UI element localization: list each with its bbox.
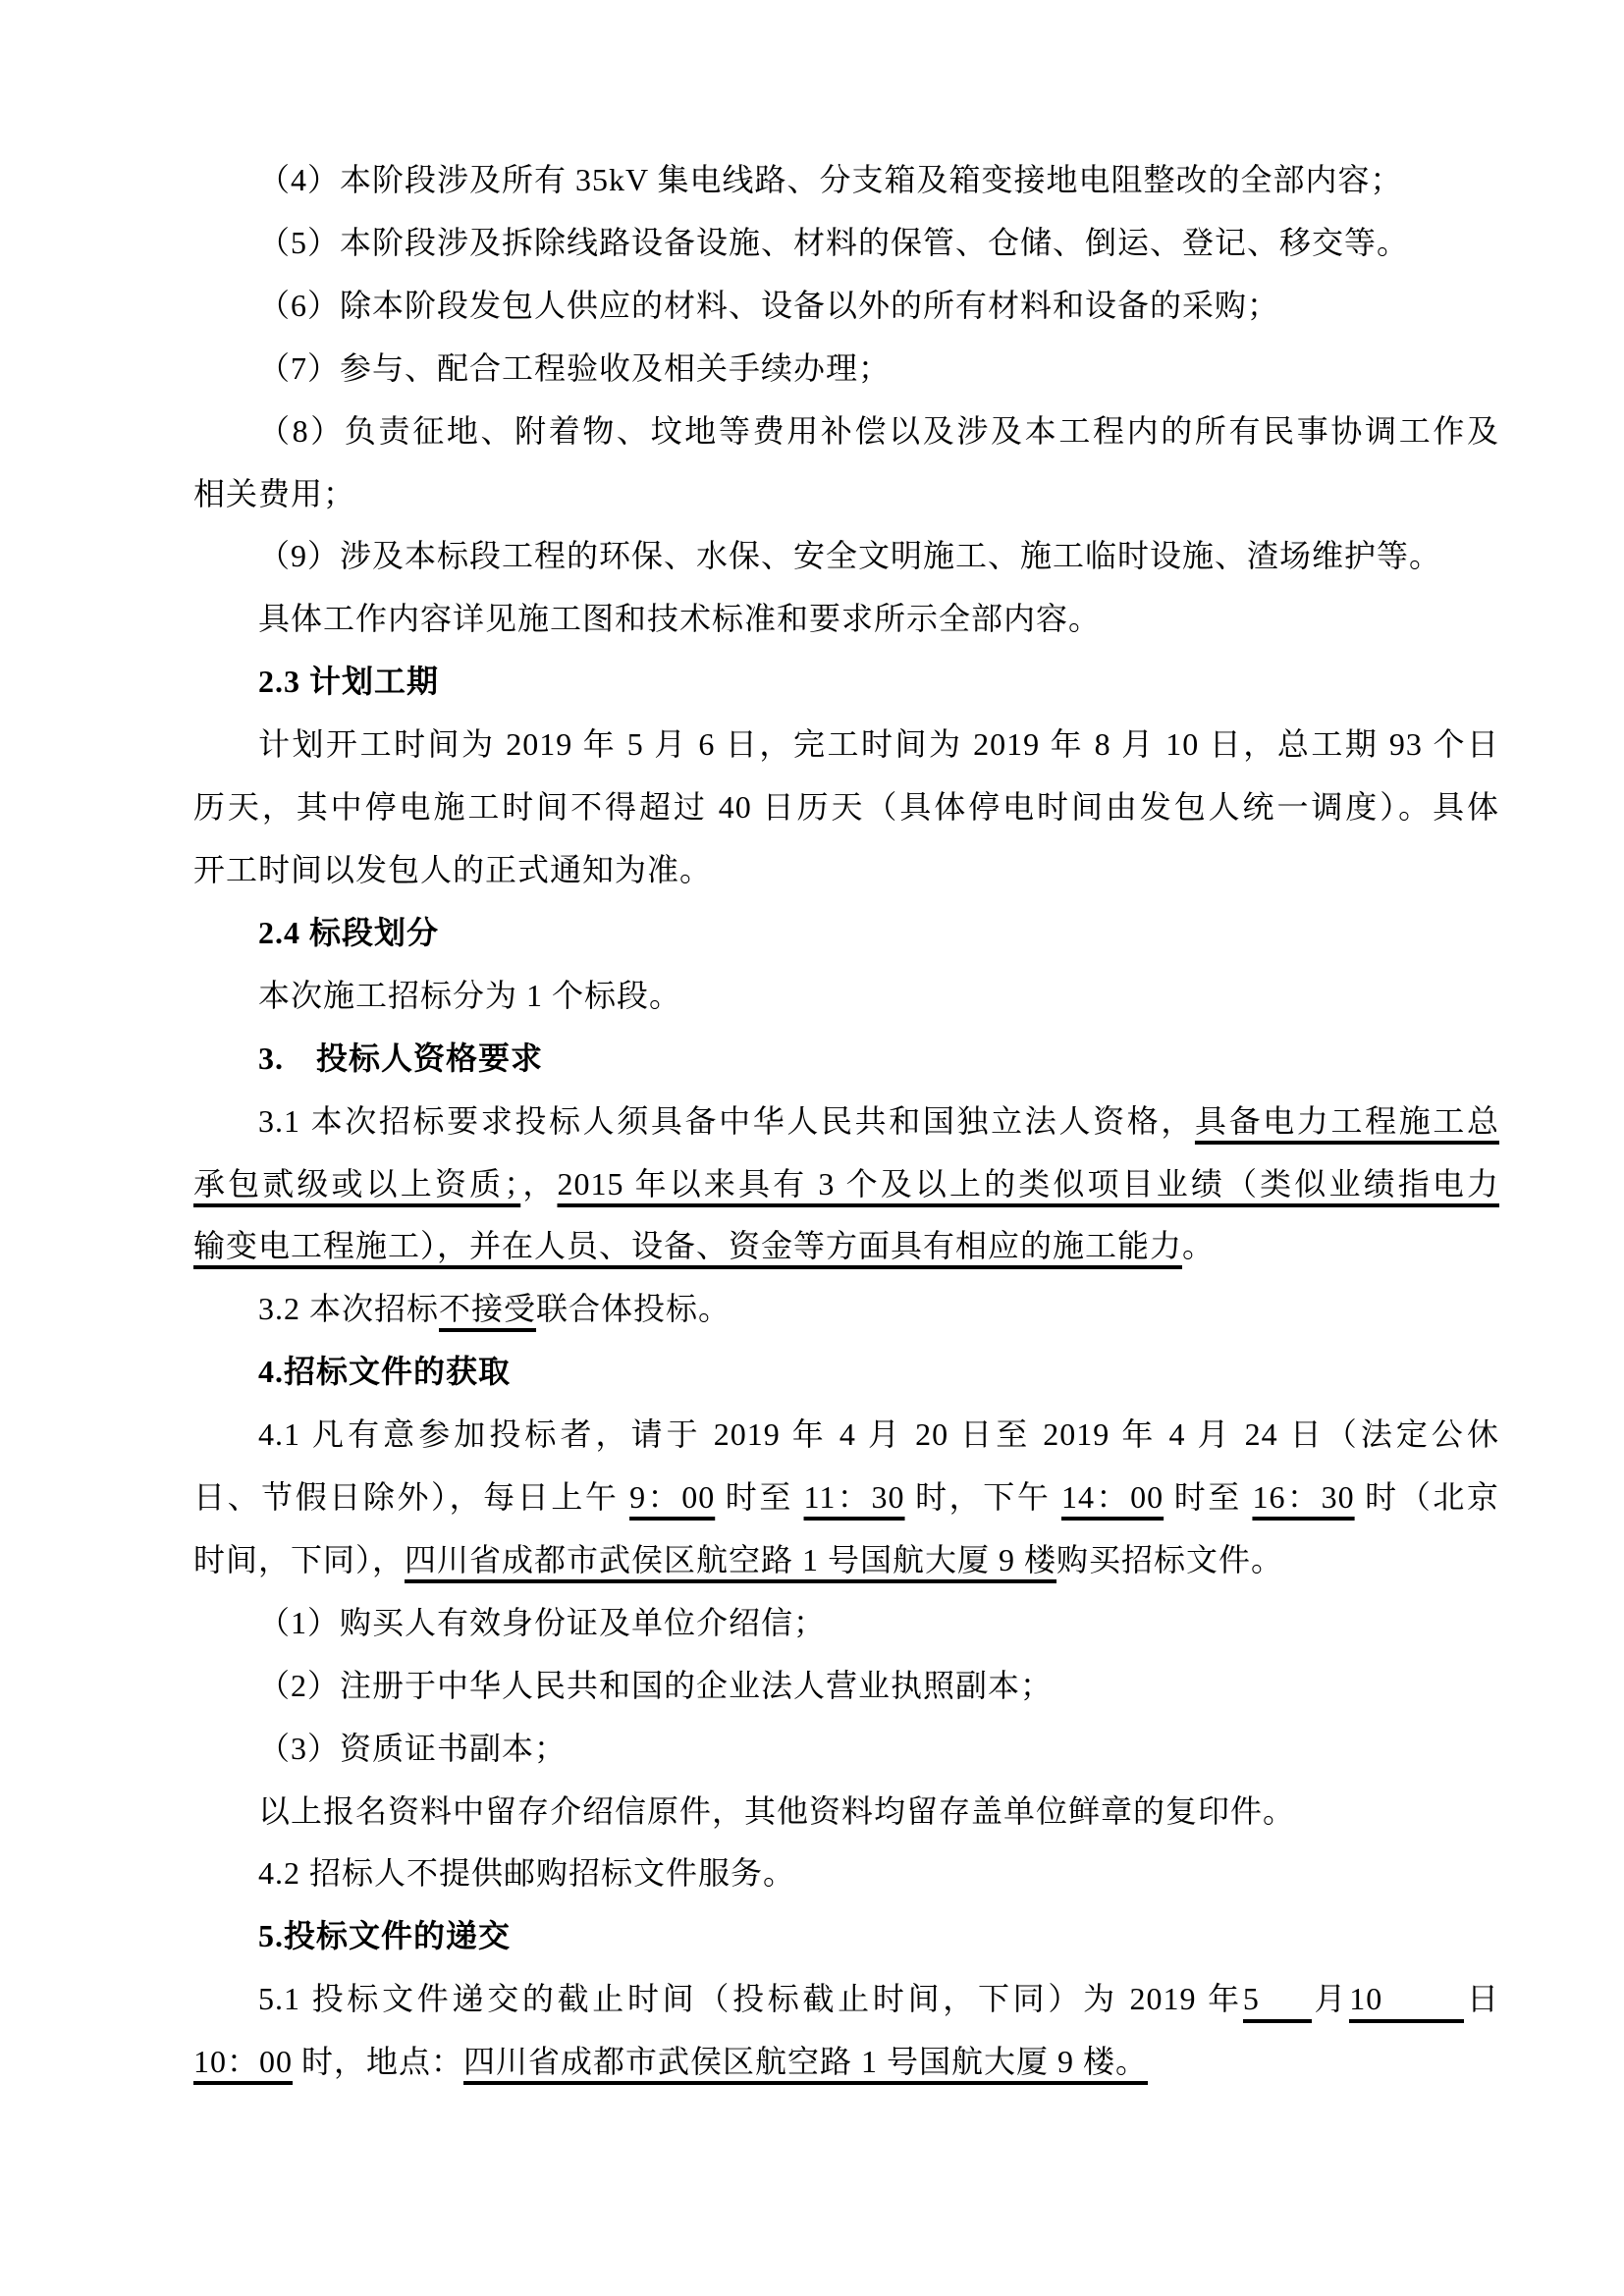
text-line [193, 1842, 1499, 1905]
text-line [193, 149, 1499, 212]
text-line [193, 1215, 1499, 1278]
text-run: （5）本阶段涉及拆除线路设备设施、材料的保管、仓储、倒运、登记、移交等。 [258, 224, 1410, 260]
heading-line [193, 1341, 1499, 1404]
underlined-text: 输变电工程施工），并在人员、设备、资金等方面具有相应的施工能力 [193, 1228, 1183, 1264]
text-run: （2）注册于中华人民共和国的企业法人营业执照副本； [258, 1667, 1054, 1703]
text-line [193, 275, 1499, 338]
text-run: 时间，下同）， [193, 1541, 406, 1577]
underlined-text: 具备电力工程施工总 [1194, 1102, 1499, 1139]
text-run: 2.3 计划工期 [258, 664, 440, 700]
text-run: 具体工作内容详见施工图和技术标准和要求所示全部内容。 [258, 601, 1102, 637]
text-line [193, 2031, 1499, 2094]
underlined-text: 11：30 [803, 1479, 905, 1516]
text-run: 5.投标文件的递交 [258, 1918, 512, 1954]
text-line [193, 1718, 1499, 1781]
text-run: （4）本阶段涉及所有 35kV 集电线路、分支箱及箱变接地电阻整改的全部内容； [258, 162, 1403, 197]
text-line [193, 1153, 1499, 1216]
text-run: 时至 [715, 1479, 804, 1516]
text-run: （6）除本阶段发包人供应的材料、设备以外的所有材料和设备的采购； [258, 287, 1280, 323]
text-run: （9）涉及本标段工程的环保、水保、安全文明施工、施工临时设施、渣场维护等。 [258, 538, 1442, 574]
text-run: 4.1 凡有意参加投标者，请于 2019 年 4 月 20 日至 2019 年 4 月 24 日（法定公休 [258, 1416, 1499, 1453]
underlined-text: 9：00 [629, 1479, 716, 1516]
text-line [193, 1404, 1499, 1467]
text-run: ， [520, 1165, 558, 1201]
text-line [193, 1655, 1499, 1718]
document-page [193, 149, 1499, 2094]
underlined-text: 16：30 [1252, 1479, 1355, 1516]
text-run: 5.1 投标文件递交的截止时间（投标截止时间，下同）为 2019 年 [258, 1981, 1243, 2017]
heading-line [193, 1905, 1499, 1968]
text-run: （3）资质证书副本； [258, 1730, 568, 1766]
text-run: （1）购买人有效身份证及单位介绍信； [258, 1604, 827, 1640]
heading-line [193, 1028, 1499, 1091]
text-run: 时，下午 [904, 1479, 1061, 1516]
underlined-text: 不接受 [439, 1291, 537, 1327]
underlined-text: 10：00 [193, 2044, 294, 2080]
text-line [193, 400, 1499, 463]
text-line [193, 1278, 1499, 1341]
text-run: 日、节假日除外），每日上午 [193, 1479, 630, 1516]
text-run: 。 [1182, 1228, 1216, 1264]
text-run: （7）参与、配合工程验收及相关手续办理； [258, 349, 892, 386]
text-line [193, 212, 1499, 275]
text-run: 购买招标文件。 [1056, 1541, 1284, 1577]
heading-line [193, 902, 1499, 965]
fill-in-blank: 10 [1349, 1978, 1464, 2023]
text-line [193, 1968, 1499, 2031]
text-run: 开工时间以发包人的正式通知为准。 [193, 851, 713, 887]
text-line [193, 1091, 1499, 1153]
underlined-text: 承包贰级或以上资质； [193, 1165, 521, 1201]
text-run: 日 [1464, 1981, 1499, 2017]
text-line [193, 776, 1499, 839]
text-line [193, 1467, 1499, 1529]
text-run: 时，地点： [293, 2044, 464, 2080]
text-run: 月 [1311, 1981, 1350, 2017]
text-run: 3.2 本次招标 [258, 1291, 440, 1327]
underlined-text: 14：00 [1060, 1479, 1164, 1516]
text-run: 4.2 招标人不提供邮购招标文件服务。 [258, 1855, 796, 1892]
text-run: 以上报名资料中留存介绍信原件，其他资料均留存盖单位鲜章的复印件。 [258, 1792, 1296, 1829]
underlined-text: 四川省成都市武侯区航空路 1 号国航大厦 9 楼。 [463, 2044, 1149, 2080]
underlined-text: 四川省成都市武侯区航空路 1 号国航大厦 9 楼 [405, 1541, 1057, 1577]
text-line [193, 1592, 1499, 1655]
text-line [193, 714, 1499, 776]
text-run: 时至 [1164, 1479, 1253, 1516]
text-run: 历天，其中停电施工时间不得超过 40 日历天（具体停电时间由发包人统一调度）。具体 [193, 789, 1499, 826]
text-run: 3. 投标人资格要求 [258, 1040, 544, 1076]
text-run: 本次施工招标分为 1 个标段。 [258, 977, 682, 1013]
text-line [193, 965, 1499, 1028]
heading-line [193, 651, 1499, 714]
fill-in-blank: 5 [1243, 1978, 1312, 2023]
text-run: 3.1 本次招标要求投标人须具备中华人民共和国独立法人资格， [258, 1102, 1195, 1139]
text-line [193, 338, 1499, 400]
text-line [193, 1529, 1499, 1592]
text-run: 相关费用； [193, 475, 356, 511]
text-line [193, 1781, 1499, 1843]
text-run: 4.招标文件的获取 [258, 1354, 512, 1390]
underlined-text: 2015 年以来具有 3 个及以上的类似项目业绩（类似业绩指电力 [557, 1165, 1499, 1201]
text-run: （8）负责征地、附着物、坟地等费用补偿以及涉及本工程内的所有民事协调工作及 [258, 412, 1499, 449]
text-run: 计划开工时间为 2019 年 5 月 6 日，完工时间为 2019 年 8 月 10 日，总工期 93 个日 [258, 726, 1499, 763]
text-line [193, 525, 1499, 588]
text-line [193, 839, 1499, 902]
text-run: 2.4 标段划分 [258, 914, 440, 950]
text-line [193, 463, 1499, 526]
text-line [193, 588, 1499, 651]
text-run: 联合体投标。 [536, 1291, 731, 1327]
text-run: 时（北京 [1354, 1479, 1499, 1516]
